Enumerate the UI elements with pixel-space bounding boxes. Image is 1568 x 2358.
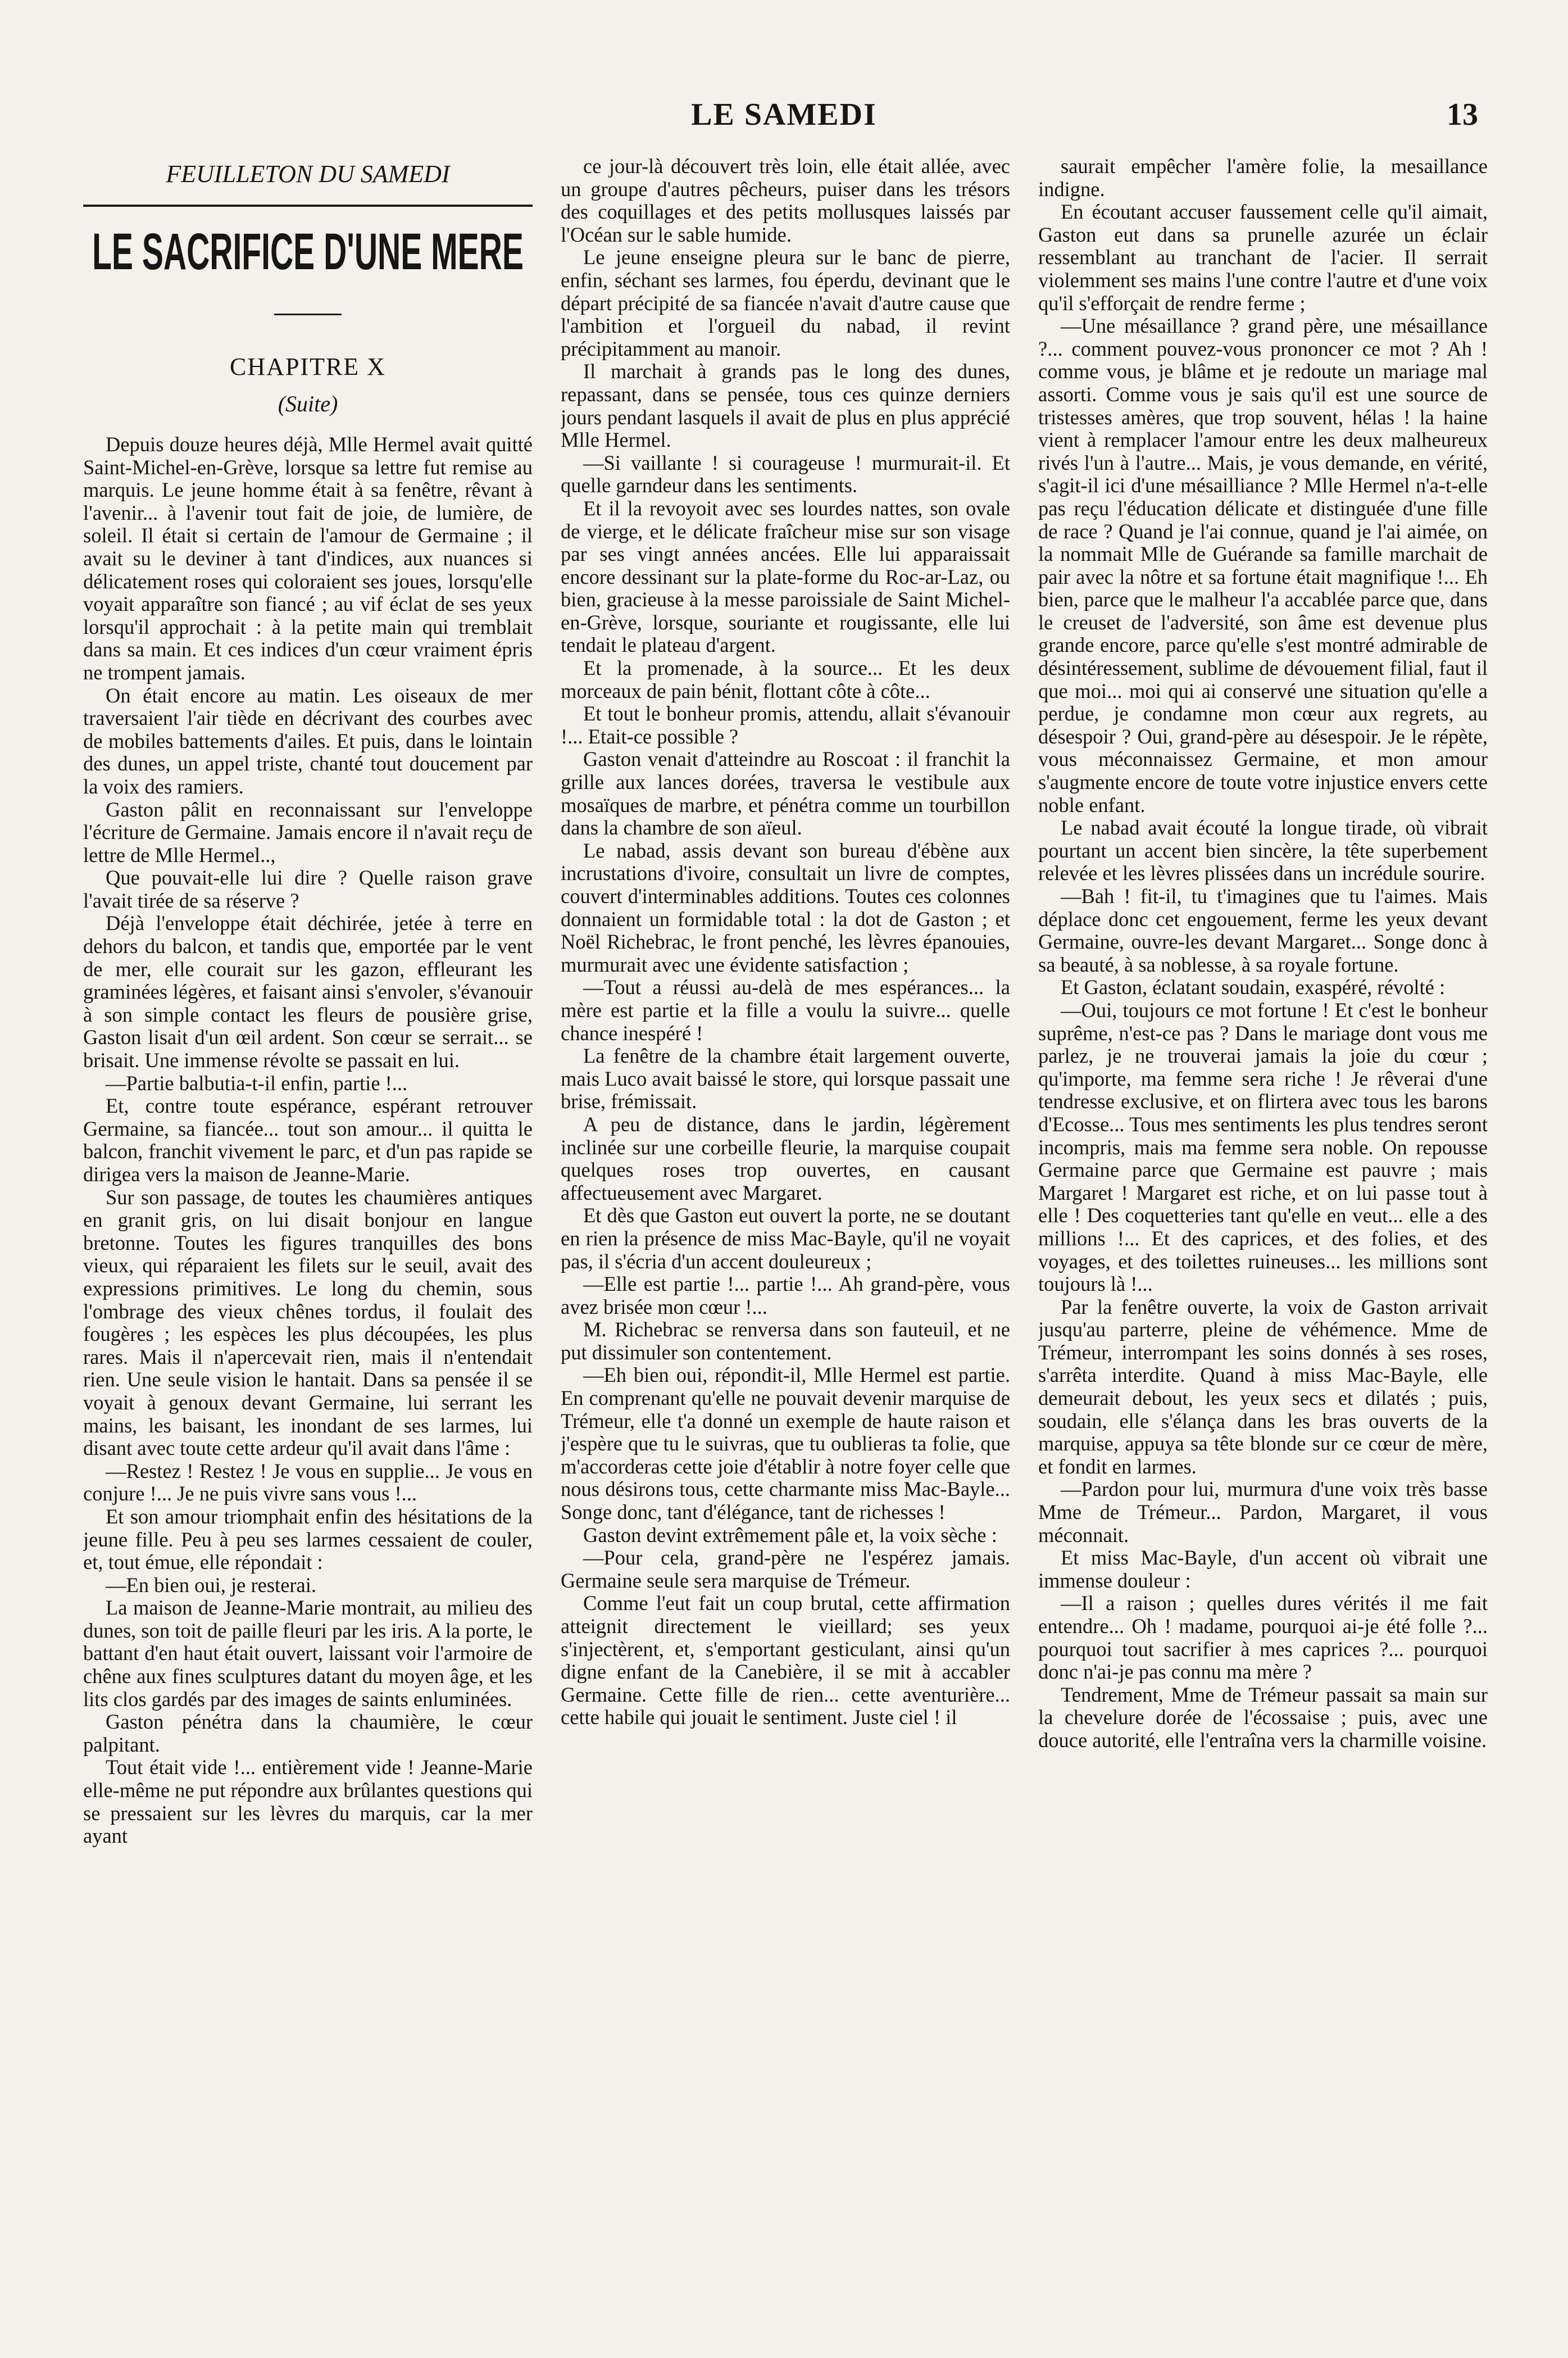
paragraph: —Elle est partie !... partie !... Ah grand-père, vous avez brisée mon cœur !... [561, 1272, 1010, 1318]
paragraph: Sur son passage, de toutes les chaumières antiques en granit gris, on lui disait bonjour en langue bretonne. Toutes les figures tranquilles des bons vieux, qui réparaient les filets sur le seuil, avait des expressions primitives. Le long du chemin, sous l'ombrage des vieux chênes tordus, il foulait des fougères ; les espèces les plus découpées, les plus rares. Mais il n'apercevait rien, mais il n'entendait rien. Une seule vision le hantait. Dans sa pensée il se voyait à genoux devant Germaine, lui serrant les mains, les baisant, les inondant de ses larmes, lui disant avec toute cette ardeur qu'il avait dans l'âme : [83, 1185, 533, 1460]
paragraph: Tout était vide !... entièrement vide ! Jeanne-Marie elle-même ne put répondre aux brûlantes questions qui se pressaient sur les lèvres du marquis, car la mer ayant [83, 1756, 533, 1848]
paragraph: Gaston venait d'atteindre au Roscoat : il franchit la grille aux lances dorées, traversa le vestibule aux mosaïques de marbre, et pénétra comme un tourbillon dans la chambre de son aïeul. [561, 747, 1010, 840]
paragraph: —Pour cela, grand-père ne l'espérez jamais. Germaine seule sera marquise de Trémeur. [561, 1546, 1010, 1592]
paragraph: Gaston pâlit en reconnaissant sur l'enveloppe l'écriture de Germaine. Jamais encore il n'avait reçu de lettre de Mlle Hermel.., [83, 797, 533, 867]
feuilleton-kicker: FEUILLETON DU SAMEDI [166, 160, 450, 188]
header-rule [83, 205, 533, 207]
paragraph: Et il la revoyoit avec ses lourdes nattes, son ovale de vierge, et le délicate fraîcheur mise sur son visage par ses vingt années ancées. Elle lui apparaissait encore dessinant sur la plate-forme du Roc-ar-Laz, ou bien, gracieuse à la messe paroissiale de Saint Michel-en-Grève, lorsque, souriante et rougissante, elle lui tendait le plateau d'argent. [561, 496, 1010, 657]
paragraph: La maison de Jeanne-Marie montrait, au milieu des dunes, son toit de paille fleuri par les iris. A la porte, le battant d'en haut était ouvert, laissant voir l'armoire de chêne aux fines sculptures datant du moyen âge, et les lits clos gardés par des images de saints enluminées. [83, 1596, 533, 1711]
paragraph: Tendrement, Mme de Trémeur passait sa main sur la chevelure dorée de l'écossaise ; puis, avec une douce autorité, elle l'entraîna vers la charmille voisine. [1038, 1683, 1488, 1752]
page-number: 13 [1447, 97, 1478, 132]
paragraph: Et dès que Gaston eut ouvert la porte, ne se doutant en rien la présence de miss Mac-Bayle, qu'il ne voyait pas, il s'écria d'un accent douleureux ; [561, 1204, 1010, 1273]
paragraph: saurait empêcher l'amère folie, la mesaillance indigne. [1038, 155, 1488, 201]
text-columns [83, 155, 1488, 2291]
paragraph: Et la promenade, à la source... Et les deux morceaux de pain bénit, flottant côte à côte... [561, 656, 1010, 702]
paragraph: Gaston devint extrêmement pâle et, la voix sèche : [583, 1523, 997, 1547]
paragraph: En écoutant accuser faussement celle qu'il aimait, Gaston eut dans sa prunelle azurée un éclair ressemblant au tranchant de l'acier. Il serrait violemment ses mains l'une contre l'autre et d'une voix qu'il s'efforçait de rendre ferme ; [1038, 200, 1488, 315]
paragraph: M. Richebrac se renversa dans son fauteuil, et ne put dissimuler son contentement. [561, 1318, 1010, 1364]
newspaper-title: LE SAMEDI [691, 97, 877, 132]
paragraph: Que pouvait-elle lui dire ? Quelle raison grave l'avait tirée de sa réserve ? [83, 866, 533, 912]
paragraph: Et, contre toute espérance, espérant retrouver Germaine, sa fiancée... tout son amour... il quitta le balcon, franchit vivement le parc, et d'un pas rapide se dirigea vers la maison de Jeanne-Marie. [83, 1094, 533, 1186]
paragraph: Le nabad, assis devant son bureau d'ébène aux incrustations d'ivoire, consultait un livre de comptes, couvert d'interminables additions. Toutes ces colonnes donnaient un formidable total : la dot de Gaston ; et Noël Richebrac, le front penché, les lèvres épanouies, murmurait avec une évidente satisfaction ; [561, 838, 1010, 976]
article-title: LE SACRIFICE D'UNE MERE [92, 223, 524, 280]
paragraph: —Partie balbutia-t-il enfin, partie !... [106, 1071, 408, 1095]
paragraph: Le jeune enseigne pleura sur le banc de pierre, enfin, séchant ses larmes, fou éperdu, devinant que le départ précipité de sa fiancée n'avait d'autre cause que l'ambition et l'orgueil du nabad, il revint précipitamment au manoir. [561, 246, 1010, 360]
column-3 [1038, 155, 1488, 2291]
column-1-body [83, 433, 533, 1848]
paragraph: ce jour-là découvert très loin, elle était allée, avec un groupe d'autres pêcheurs, puiser dans les trésors des coquillages et des petits mollusques laissés par l'Océan sur le sable humide. [561, 155, 1010, 246]
paragraph: —Une mésaillance ? grand père, une mésaillance ?... comment pouvez-vous prononcer ce mot ? Ah ! comme vous, je blâme et je redoute un mariage mal assorti. Comme vous je sais qu'il est une source de tristesses amères, que trop souvent, hélas ! la haine vient à remplacer l'amour entre les deux malheureux rivés l'un à l'autre... Mais, je vous demande, en vérité, s'agit-il ici d'une mésailliance ? Mlle Hermel n'a-t-elle pas reçu l'éducation délicate et distinguée d'une fille de race ? Quand je l'ai connue, quand je l'ai aimée, on la nommait Mlle de Guérande sa famille marchait de pair avec la nôtre et sa fortune était magnifique !... Eh bien, parce que le malheur l'a accablée parce que, dans le creuset de l'adversité, son âme est devenue plus grande encore, parce qu'elle s'est montré admirable de désintéressement, sublime de dévouement filial, faut il que moi... moi qui ai conservé une situation qu'elle a perdue, je condamne mon cœur aux regrets, au désespoir ? Oui, grand-père au désespoir. Je le répète, vous méconnaissez Germaine, et mon amour s'augmente encore de toute votre injustice envers cette noble enfant. [1038, 314, 1488, 817]
paragraph: Gaston pénétra dans la chaumière, le cœur palpitant. [83, 1710, 533, 1756]
paragraph: —En bien oui, je resterai. [106, 1573, 317, 1597]
paragraph: Par la fenêtre ouverte, la voix de Gaston arrivait jusqu'au parterre, pleine de véhémence. Mme de Trémeur, interrompant les soins donnés à ses roses, s'arrêta interdite. Quand à miss Mac-Bayle, elle demeurait debout, les yeux secs et dilatés ; puis, soudain, elle s'élança dans les bras ouverts de la marquise, appuya sa tête blonde sur ce cœur de mère, et fondit en larmes. [1038, 1295, 1488, 1478]
paragraph: —Eh bien oui, répondit-il, Mlle Hermel est partie. En comprenant qu'elle ne pouvait devenir marquise de Trémeur, elle t'a donné un exemple de haute raison et j'espère que tu le suivras, que tu oublieras ta folie, que m'accorderas cette joie d'établir à notre foyer celle que nous désirons tous, cette charmante miss Mac-Bayle... Songe donc, tant d'élégance, tant de richesses ! [561, 1363, 1010, 1524]
paragraph: —Il a raison ; quelles dures vérités il me fait entendre... Oh ! madame, pourquoi ai-je été folle ?... pourquoi tout sacrifier à mes caprices ?... pourquoi donc n'ai-je pas connu ma mère ? [1038, 1591, 1488, 1684]
paragraph: Il marchait à grands pas le long des dunes, repassant, dans se pensée, tous ces quinze derniers jours pendant lasquels il avait de plus en plus apprécié Mlle Hermel. [561, 360, 1010, 452]
paragraph: Comme l'eut fait un coup brutal, cette affirmation atteignit directement le vieillard; ses yeux s'injectèrent, et, s'emportant gesticulant, ainsi qu'un digne enfant de la Canebière, il se mit à accabler Germaine. Cette fille de rien... cette aventurière... cette habile qui jouait le sentiment. Juste ciel ! il [561, 1591, 1010, 1729]
paragraph: —Si vaillante ! si courageuse ! murmurait-il. Et quelle garndeur dans les sentiments. [561, 451, 1010, 497]
column-2-body [561, 155, 1010, 1729]
column-2 [561, 155, 1010, 2291]
column-1 [83, 155, 533, 2291]
chapter-heading: CHAPITRE X [230, 353, 386, 380]
paragraph: A peu de distance, dans le jardin, légèrement inclinée sur une corbeille fleurie, la marquise coupait quelques roses trop ouvertes, en causant affectueusement avec Margaret. [561, 1112, 1010, 1204]
column-3-body [1038, 155, 1488, 1752]
running-head [84, 97, 1484, 136]
title-divider [274, 314, 342, 315]
paragraph: Et miss Mac-Bayle, d'un accent où vibrait une immense douleur : [1038, 1546, 1488, 1592]
paragraph: —Pardon pour lui, murmura d'une voix très basse Mme de Trémeur... Pardon, Margaret, il vous méconnait. [1038, 1477, 1488, 1547]
paragraph: Déjà l'enveloppe était déchirée, jetée à terre en dehors du balcon, et tandis que, emportée par le vent de mer, elle courait sur les gazon, effleurant les graminées légères, et faisant ainsi s'envoler, s'évanouir à son simple contact les fleurs de pousière grise, Gaston lisait d'un œil ardent. Son cœur se serrait... se brisait. Une immense révolte se passait en lui. [83, 912, 533, 1072]
paragraph: Le nabad avait écouté la longue tirade, où vibrait pourtant un accent bien sincère, la tête superbement relevée et les lèvres plissées dans un incrédule sourire. [1038, 816, 1488, 885]
paragraph: Et son amour triomphait enfin des hésitations de la jeune fille. Peu à peu ses larmes cessaient de couler, et, tout émue, elle répondait : [83, 1504, 533, 1574]
paragraph: —Bah ! fit-il, tu t'imagines que tu l'aimes. Mais déplace donc cet engouement, ferme les yeux devant Germaine, ouvre-les devant Margaret... Songe donc à sa beauté, à sa noblesse, à sa royale fortune. [1038, 885, 1488, 976]
chapter-suite: (Suite) [278, 391, 338, 416]
paragraph: —Oui, toujours ce mot fortune ! Et c'est le bonheur suprême, n'est-ce pas ? Dans le mariage dont vous me parlez, je ne trouverai jamais la joie du cœur ; qu'importe, ma femme sera riche ! Je rêverai d'une tendresse exclusive, et on flirtera avec tous les barons d'Ecosse... Tous mes sentiments les plus tendres seront incompris, mais ma femme sera noble. On repousse Germaine parce que Germaine est pauvre ; mais Margaret ! Margaret est riche, et on lui passe tout à elle ! Des coquetteries tant qu'elle en veut... elle a des millions !... Et des caprices, et des folies, et des voyages, et des toilettes ruineuses... les millions sont toujours là !... [1038, 998, 1488, 1296]
paragraph: Depuis douze heures déjà, Mlle Hermel avait quitté Saint-Michel-en-Grève, lorsque sa lettre fut remise au marquis. Le jeune homme était à sa fenêtre, rêvant à l'avenir... à l'avenir tout fait de joie, de lumière, de soleil. Il était si certain de l'amour de Germaine ; il avait su le deviner à tant d'indices, aux nuances si délicatement roses qui coloraient ses joues, lorsqu'elle voyait apparaître son fiancé ; au vif éclat de ses yeux lorsqu'il approchait : à la petite main qui tremblait dans sa main. Et ces indices d'un cœur vraiment épris ne trompent jamais. [83, 433, 533, 684]
paragraph: —Restez ! Restez ! Je vous en supplie... Je vous en conjure !... Je ne puis vivre sans vous !... [83, 1459, 533, 1506]
paragraph: On était encore au matin. Les oiseaux de mer traversaient l'air tiède en décrivant des courbes avec de mobiles battements d'ailes. Et puis, dans le lointain des dunes, un appel triste, chanté tout doucement par la voix des ramiers. [83, 683, 533, 798]
paragraph: Et Gaston, éclatant soudain, exaspéré, révolté : [1061, 976, 1446, 999]
paragraph: La fenêtre de la chambre était largement ouverte, mais Luco avait baissé le store, qui lorsque passait une brise, frémissait. [561, 1044, 1010, 1113]
paragraph: —Tout a réussi au-delà de mes espérances... la mère est partie et la fille a voulu la suivre... quelle chance inespéré ! [561, 976, 1010, 1045]
paragraph: Et tout le bonheur promis, attendu, allait s'évanouir !... Etait-ce possible ? [561, 702, 1010, 748]
